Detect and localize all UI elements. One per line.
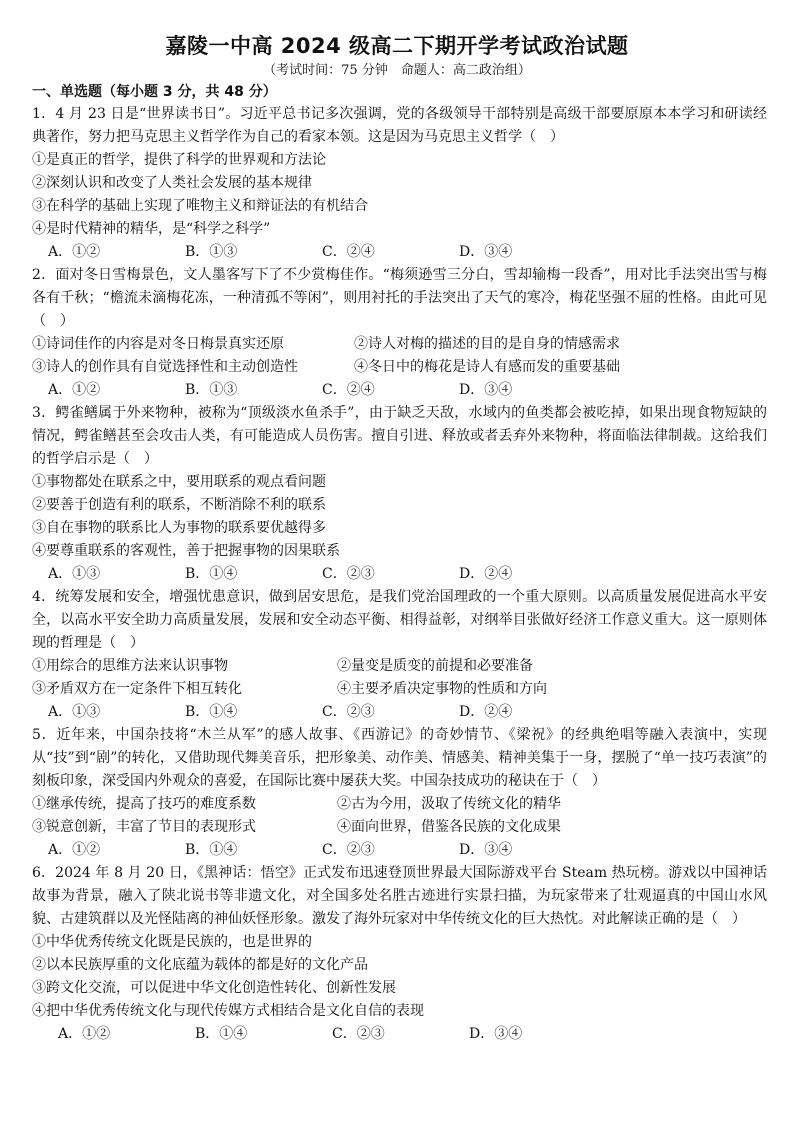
choice-b[interactable]: B．①③ [185,382,238,398]
answer-choices [32,379,767,402]
statement-1: ①用综合的思维方法来认识事物 [32,658,228,674]
statement-1: ①继承传统，提高了技巧的难度系数 [32,796,256,812]
statement-2: ②古为今用，汲取了传统文化的精华 [337,796,561,812]
statement-4: ④要尊重联系的客观性，善于把握事物的因果联系 [32,543,340,559]
statement-2: ②深刻认识和改变了人类社会发展的基本规律 [32,175,312,191]
choice-a[interactable]: A．①③ [48,704,101,720]
choice-a[interactable]: A．①② [48,842,101,858]
choice-d[interactable]: D．②④ [459,704,513,720]
statement-2: ②诗人对梅的描述的目的是自身的情感需求 [354,336,620,352]
statement-3: ③矛盾双方在一定条件下相互转化 [32,681,242,697]
statement-4: ④把中华优秀传统文化与现代传媒方式相结合是文化自信的表现 [32,1003,424,1019]
question-1 [32,103,767,264]
statement-row [32,333,767,356]
choice-a[interactable]: A．①② [48,382,101,398]
statement-row [32,678,767,701]
choice-c[interactable]: C．②④ [322,382,375,398]
question-stem: 2．面对冬日雪梅景色，文人墨客写下了不少赏梅佳作。“梅须逊雪三分白，雪却输梅一段香”，用对比手法突出雪与梅各有千秋；“檐流未滴梅花冻，一种清孤不等闲”，则用衬托的手法突出了天气的寒冷，梅花坚强不屈的性格。由此可见（ ） [32,267,767,329]
choice-d[interactable]: D．③④ [459,382,513,398]
choice-b[interactable]: B．①④ [185,566,238,582]
statement-4: ④面向世界，借鉴各民族的文化成果 [337,819,561,835]
answer-choices [32,839,767,862]
section-heading: 一、单选题（每小题 3 分，共 48 分） [32,84,277,100]
statement-4: ④冬日中的梅花是诗人有感而发的重要基础 [354,359,620,375]
question-stem: 3．鳄雀鳝属于外来物种，被称为“顶级淡水鱼杀手”，由于缺乏天敌，水域内的鱼类都会被吃掉，如果出现食物短缺的情况，鳄雀鳝甚至会攻击人类，有可能造成人员伤害。擅自引进、释放或者丢弃外来物种，将面临法律制裁。这给我们的哲学启示是（ ） [32,405,767,467]
statement-2: ②要善于创造有利的联系，不断消除不利的联系 [32,497,326,513]
statement-1: ①诗词佳作的内容是对冬日梅景真实还原 [32,336,284,352]
choice-a[interactable]: A．①② [58,1026,111,1042]
statement-3: ③诗人的创作具有自觉选择性和主动创造性 [32,359,298,375]
choice-b[interactable]: B．①③ [185,244,238,260]
statement-3: ③锐意创新，丰富了节目的表现形式 [32,819,256,835]
choice-c[interactable]: C．②③ [322,566,375,582]
choice-a[interactable]: A．①② [48,244,101,260]
choice-c[interactable]: C．②③ [322,842,375,858]
statement-2: ②量变是质变的前提和必要准备 [337,658,533,674]
page-title: 嘉陵一中高 2024 级高二下期开学考试政治试题 [165,34,629,58]
choice-b[interactable]: B．①④ [185,704,238,720]
statement-1: ①中华优秀传统文化既是民族的，也是世界的 [32,934,312,950]
question-stem: 6．2024 年 8 月 20 日，《黑神话：悟空》正式发布迅速登顶世界最大国际游戏平台 Steam 热玩榜。游戏以中国神话故事为背景，融入了陕北说书等非遗文化，对全国多处名胜古迹进行实景扫描，为玩家带来了壮观逼真的中国山水风貌、古建筑群以及光怪陆离的神仙妖怪形象。激发了海外玩家对中华传统文化的巨大热忱。对此解读正确的是（ ） [32,865,767,927]
statement-1: ①事物都处在联系之中，要用联系的观点看问题 [32,474,326,490]
question-5 [32,724,767,862]
statement-row [32,356,767,379]
statement-3: ③跨文化交流，可以促进中华文化创造性转化、创新性发展 [32,980,396,996]
question-stem: 4．统筹发展和安全，增强忧患意识，做到居安思危，是我们党治国理政的一个重大原则。以高质量发展促进高水平安全，以高水平安全助力高质量发展，发展和安全动态平衡、相得益彰，对纲举目张做好经济工作意义重大。这一原则体现的哲理是（ ） [32,589,767,651]
question-2 [32,264,767,402]
question-3 [32,402,767,586]
statement-row [32,816,767,839]
answer-choices [32,1023,767,1046]
choice-c[interactable]: C．②③ [332,1026,385,1042]
choice-d[interactable]: D．②④ [459,566,513,582]
choice-a[interactable]: A．①③ [48,566,101,582]
choice-b[interactable]: B．①④ [195,1026,248,1042]
statement-row [32,793,767,816]
statement-4: ④是时代精神的精华，是“科学之科学” [32,221,271,237]
statement-4: ④主要矛盾决定事物的性质和方向 [337,681,547,697]
question-6 [32,862,767,1046]
choice-d[interactable]: D．③④ [459,244,513,260]
statement-1: ①是真正的哲学，提供了科学的世界观和方法论 [32,152,326,168]
statement-3: ③在科学的基础上实现了唯物主义和辩证法的有机结合 [32,198,368,214]
choice-d[interactable]: D．③④ [459,842,513,858]
statement-row [32,655,767,678]
question-stem: 5．近年来，中国杂技将“木兰从军”的感人故事、《西游记》的奇妙情节、《梁祝》的经典绝唱等融入表演中，实现从“技”到“剧”的转化，又借助现代舞美音乐，把形象美、动作美、情感美、精神美集于一身，摆脱了“单一技巧表演”的刻板印象，深受国内外观众的喜爱，在国际比赛中屡获大奖。中国杂技成功的秘诀在于（ ） [32,727,767,789]
answer-choices [32,563,767,586]
statement-3: ③自在事物的联系比人为事物的联系要优越得多 [32,520,326,536]
answer-choices [32,241,767,264]
question-stem: 1．4 月 23 日是“世界读书日”。习近平总书记多次强调，党的各级领导干部特别是高级干部要原原本本学习和研读经典著作，努力把马克思主义哲学作为自己的看家本领。这是因为马克思主义哲学（ ） [32,106,767,145]
choice-c[interactable]: C．②④ [322,244,375,260]
choice-c[interactable]: C．②③ [322,704,375,720]
question-list [32,103,767,1046]
exam-info: （考试时间：75 分钟 命题人：高二政治组） [263,63,531,78]
choice-d[interactable]: D．③④ [469,1026,523,1042]
statement-2: ②以本民族厚重的文化底蕴为载体的都是好的文化产品 [32,957,368,973]
answer-choices [32,701,767,724]
question-4 [32,586,767,724]
choice-b[interactable]: B．①④ [185,842,238,858]
